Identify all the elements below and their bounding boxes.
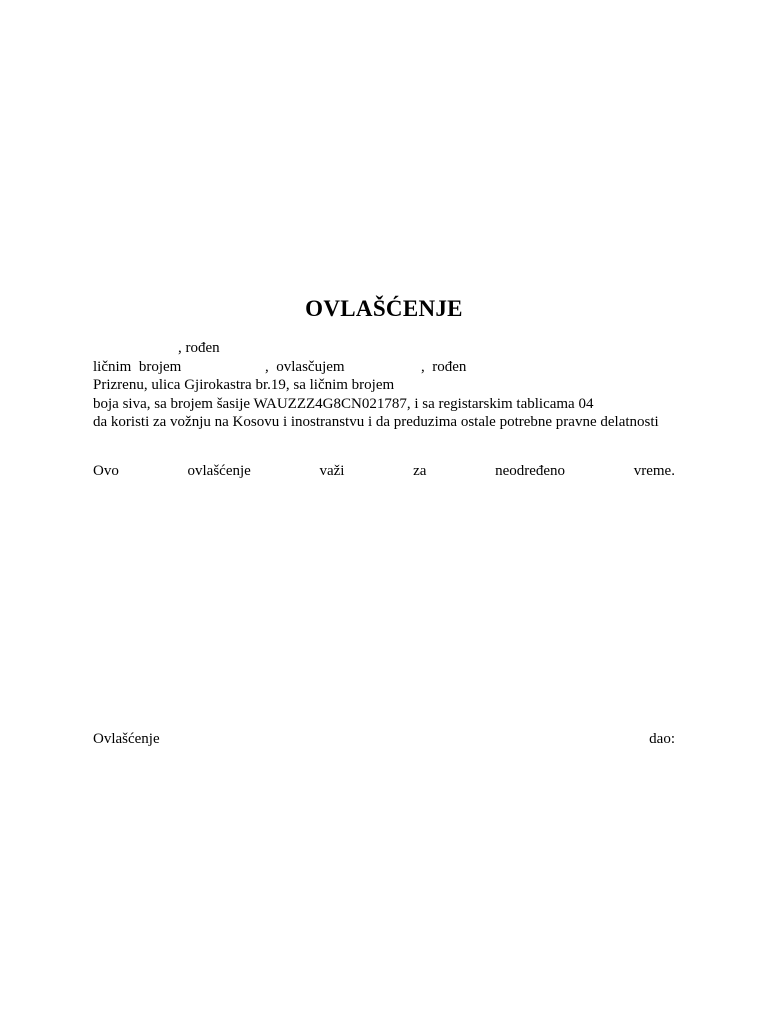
text-line-2c: , rođen [421,359,467,375]
validity-word: ovlašćenje [187,463,251,479]
validity-word: za [413,463,427,479]
text-line-2a: ličnim brojem [93,359,182,375]
validity-word: neodređeno [495,463,566,479]
text-line-2b: , ovlasčujem [265,359,345,375]
validity-word: vreme. [633,463,675,479]
text-line-3: Prizrenu, ulica Gjirokastra br.19, sa ličnim brojem [93,377,395,393]
signature-label: Ovlašćenje [93,731,160,747]
validity-word: Ovo [93,463,119,479]
text-line-5: da koristi za vožnju na Kosovu i inostranstvu i da preduzima ostale potrebne pravne delatnosti [93,414,659,430]
document-title: OVLAŠĆENJE [305,296,463,321]
validity-line [93,462,675,480]
signature-line [93,730,675,748]
text-line-1: , rođen [178,340,220,356]
text-line-4: boja siva, sa brojem šasije WAUZZZ4G8CN021787, i sa registarskim tablicama 04 [93,396,594,412]
signature-given: dao: [649,731,675,747]
validity-word: važi [319,463,345,479]
